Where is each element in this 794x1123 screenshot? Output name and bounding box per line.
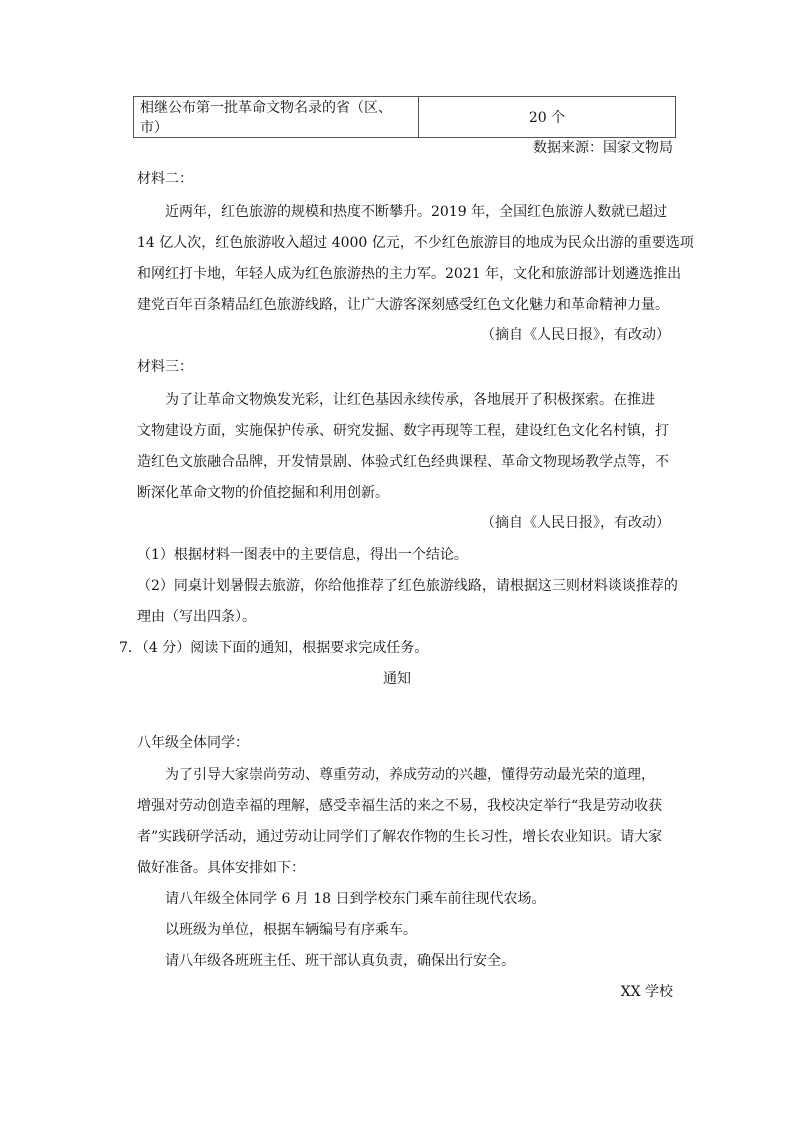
material2-line: 和网红打卡地，年轻人成为红色旅游热的主力军。2021 年，文化和旅游部计划遴选推出 xyxy=(137,266,682,282)
question-2-line-2: 理由（写出四条）。 xyxy=(137,609,256,625)
arrangement-item: 以班级为单位，根据车辆编号有序乘车。 xyxy=(165,922,417,938)
material3-line: 为了让革命文物焕发光彩，让红色基因永续传承，各地展开了积极探索。在推进 xyxy=(165,392,655,408)
arrangement-item: 请八年级全体同学 6 月 18 日到学校东门乘车前往现代农场。 xyxy=(165,891,546,907)
question-2-line-1: （2）同桌计划暑假去旅游，你给他推荐了红色旅游线路，请根据这三则材料谈谈推荐的 xyxy=(137,578,678,594)
material3-line: 断深化革命文物的价值挖掘和利用创新。 xyxy=(137,485,389,501)
notice-body-line: 做好准备。具体安排如下： xyxy=(137,860,305,876)
notice-salutation: 八年级全体同学： xyxy=(137,735,249,751)
table-cell-label: 相继公布第一批革命文物名录的省（区、市） xyxy=(134,97,419,138)
material2-line: 14 亿人次，红色旅游收入超过 4000 亿元，不少红色旅游目的地成为民众出游的重要选项 xyxy=(137,235,694,251)
question-1: （1）根据材料一图表中的主要信息，得出一个结论。 xyxy=(137,547,468,563)
data-table xyxy=(133,96,676,138)
material2-line: 近两年，红色旅游的规模和热度不断攀升。2019 年，全国红色旅游人数就已超过 xyxy=(165,204,668,220)
notice-arrangements xyxy=(137,884,677,977)
material3-line: 文物建设方面，实施保护传承、研究发掘、数字再现等工程，建设红色文化名村镇，打 xyxy=(137,423,669,439)
notice-signature: XX 学校 xyxy=(620,984,673,1000)
material3-paragraph xyxy=(137,385,677,509)
material2-heading: 材料二： xyxy=(137,171,193,187)
table-row xyxy=(134,97,676,138)
notice-body xyxy=(137,760,677,884)
data-source: 数据来源：国家文物局 xyxy=(533,140,673,156)
notice-body-line: 为了引导大家崇尚劳动、尊重劳动，养成劳动的兴趣，懂得劳动最光荣的道理， xyxy=(165,767,655,783)
material3-heading: 材料三： xyxy=(137,359,193,375)
material2-line: 建党百年百条精品红色旅游线路，让广大游客深刻感受红色文化魅力和革命精神力量。 xyxy=(137,297,669,313)
table-cell-value: 20 个 xyxy=(419,97,676,138)
task7-prompt: 7．（4 分）阅读下面的通知，根据要求完成任务。 xyxy=(119,640,429,656)
material3-citation: （摘自《人民日报》，有改动） xyxy=(481,515,670,531)
notice-body-line: 增强对劳动创造幸福的理解，感受幸福生活的来之不易，我校决定举行“我是劳动收获 xyxy=(137,798,663,814)
notice-title: 通知 xyxy=(383,671,411,687)
notice-body-line: 者”实践研学活动，通过劳动让同学们了解农作物的生长习性，增长农业知识。请大家 xyxy=(137,829,663,845)
arrangement-item: 请八年级各班班主任、班干部认真负责，确保出行安全。 xyxy=(165,953,515,969)
material2-citation: （摘自《人民日报》，有改动） xyxy=(481,327,670,343)
material2-paragraph xyxy=(137,197,694,321)
material3-line: 造红色文旅融合品牌，开发情景剧、体验式红色经典课程、革命文物现场教学点等，不 xyxy=(137,454,669,470)
